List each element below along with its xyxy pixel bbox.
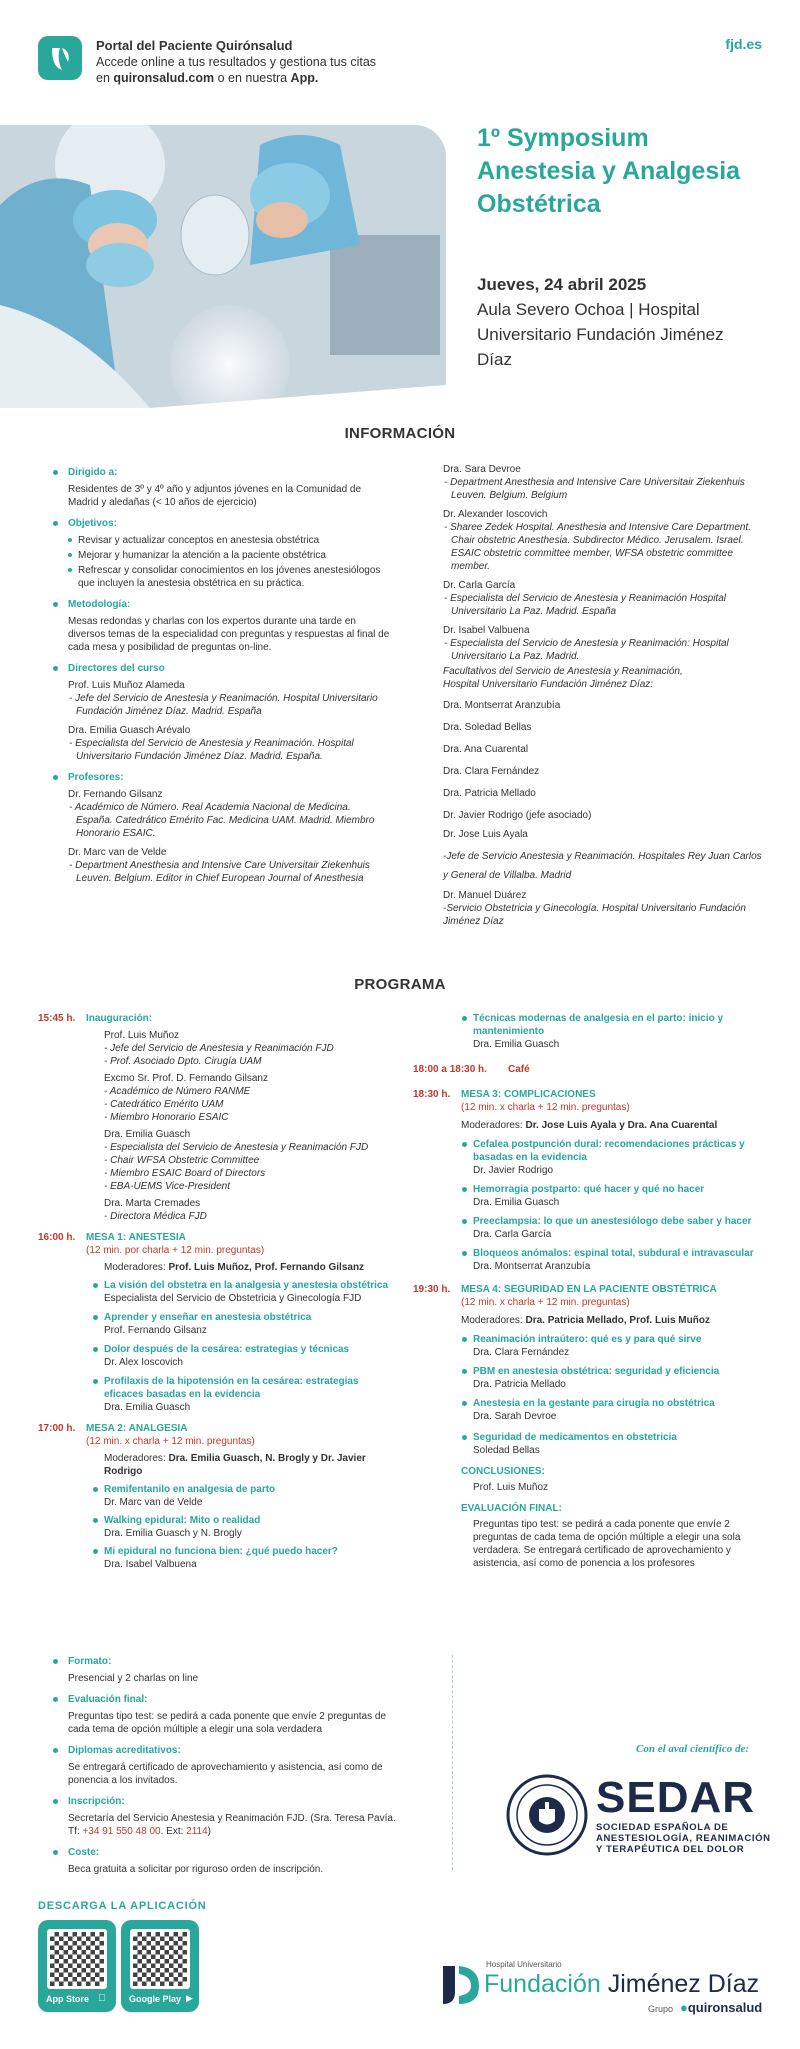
talk-title: La visión del obstetra en la analgesia y anestesia obstétrica: [104, 1279, 398, 1292]
patient-portal-banner: [96, 38, 376, 86]
title-line: 1º Symposium: [477, 124, 649, 152]
hospital-small-label: Hospital Universitario: [486, 1960, 562, 1969]
talk-speaker: Dra. Emilia Guasch: [104, 1402, 191, 1413]
talk-speaker: Dra. Emilia Guasch: [473, 1197, 560, 1208]
moderators: Dra. Patricia Mellado, Prof. Luis Muñoz: [525, 1315, 710, 1326]
dirigido-text: Residentes de 3º y 4º año y adjuntos jóvenes en la Comunidad de Madrid y aledañas (< 10 años de ejercicio): [68, 484, 362, 508]
sedar-seal-icon: [506, 1774, 588, 1856]
apple-icon: [98, 1993, 106, 2004]
session-title: MESA 1: ANESTESIA: [86, 1232, 186, 1243]
app-store-button[interactable]: [38, 1920, 116, 2012]
event-date: Jueves, 24 abril 2025: [477, 275, 647, 294]
venue-line: Aula Severo Ochoa | Hospital: [477, 300, 700, 319]
profesor-name: Dra. Sara Devroe: [443, 464, 521, 475]
moderators: Prof. Luis Muñoz, Prof. Fernando Gilsanz: [168, 1262, 365, 1273]
app-store-qr-icon: [47, 1929, 107, 1989]
profesor-name: Dr. Fernando Gilsanz: [68, 789, 163, 800]
talk-title: Cefalea postpunción dural: recomendaciones prácticas y basadas en la evidencia: [473, 1138, 768, 1164]
inscripcion-body: Secretaría del Servicio Anestesia y Reanimación FJD. (Sra. Teresa Pavía. Tf:: [68, 1813, 396, 1837]
facultativo-name: Dr. Jose Luis Ayala: [443, 829, 528, 840]
profesor-name: Dr. Carla García: [443, 580, 516, 591]
app-store-label: App Store: [46, 1994, 90, 2004]
speaker-role: - Chair WFSA Obstetric Committee: [104, 1155, 260, 1166]
talk-speaker: Prof. Fernando Gilsanz: [104, 1325, 207, 1336]
talk-title: Técnicas modernas de analgesia en el parto: inicio y mantenimiento: [473, 1012, 768, 1038]
time-label: 16:00 h.: [38, 1232, 76, 1243]
talk-title: Dolor después de la cesárea: estrategias y técnicas: [104, 1343, 398, 1356]
download-heading: DESCARGA LA APLICACIÓN: [38, 1900, 207, 1912]
google-play-label: Google Play: [129, 1994, 182, 2004]
inauguracion-block: [38, 1012, 398, 1223]
info-heading: INFORMACIÓN: [344, 425, 456, 442]
session-rules: (12 min. por charla + 12 min. preguntas): [86, 1245, 265, 1256]
session-title: MESA 4: SEGURIDAD EN LA PACIENTE OBSTÉTRICA: [461, 1284, 717, 1295]
formato-text: Presencial y 2 charlas on line: [68, 1673, 199, 1684]
portal-app: App.: [290, 71, 319, 85]
speaker-name: Excmo Sr. Prof. D. Fernando Gilsanz: [104, 1073, 268, 1084]
phone-link[interactable]: +34 91 550 48 00: [82, 1826, 161, 1837]
speaker-role: - Especialista del Servicio de Anestesia y Reanimación FJD: [104, 1142, 369, 1153]
profesor-desc: - Especialista del Servicio de Anestesia y Reanimación Hospital Universitario La Paz. Madrid. España: [444, 593, 726, 617]
talk-title: Seguridad de medicamentos en obstetricia: [473, 1431, 768, 1444]
facultativo-name: Dr. Manuel Duárez: [443, 890, 527, 901]
evaluation-heading: EVALUACIÓN FINAL:: [461, 1503, 562, 1514]
info-left-column: [68, 458, 390, 887]
talk-speaker: Dra. Emilia Guasch: [473, 1039, 560, 1050]
facultativo-desc: -Jefe de Servicio Anestesia y Reanimación. Hospitales Rey Juan Carlos y General de Villalba. Madrid: [443, 851, 762, 881]
objetivo-item: Mejorar y humanizar la atención a la paciente obstétrica: [68, 549, 390, 562]
director-desc: - Especialista del Servicio de Anestesia y Reanimación. Hospital Universitario Fundación Jiménez Díaz. Madrid. España.: [69, 738, 354, 762]
fjd-logo-icon: [435, 1958, 483, 2008]
talk-title: Preeclampsia: lo que un anestesiólogo debe saber y hacer: [473, 1215, 768, 1228]
title-line: Anestesia y Analgesia: [477, 157, 741, 185]
conclusions-speaker: Prof. Luis Muñoz: [473, 1482, 549, 1493]
time-label: 18:30 h.: [413, 1089, 451, 1100]
quiron-text: quironsalud: [687, 2000, 763, 2015]
director-desc: - Jefe del Servicio de Anestesia y Reanimación. Hospital Universitario Fundación Jiménez Díaz. Madrid. España: [69, 693, 378, 717]
mesa3-block: [413, 1088, 768, 1273]
quiron-mark-icon: ●: [680, 2000, 688, 2015]
break-label: Café: [508, 1064, 530, 1075]
sedar-line: Y TERAPÉUTICA DEL DOLOR: [596, 1844, 745, 1855]
speaker-role: - Prof. Asociado Dpto. Cirugía UAM: [104, 1056, 262, 1067]
talk-speaker: Dra. Montserrat Aranzubía: [473, 1261, 591, 1272]
facultativo-name: Dra. Montserrat Aranzubía: [443, 700, 561, 711]
talk-title: PBM en anestesia obstétrica: seguridad y eficiencia: [473, 1365, 768, 1378]
fjd-name-b: Jiménez Díaz: [607, 1970, 760, 1998]
talk-title: Walking epidural: Mito o realidad: [104, 1514, 398, 1527]
google-play-button[interactable]: [121, 1920, 199, 2012]
directores-heading: Directores del curso: [68, 662, 390, 675]
dirigido-heading: Dirigido a:: [68, 466, 390, 479]
info-right-column: [443, 463, 765, 928]
profesor-desc: - Académico de Número. Real Academia Nacional de Medicina. España. Catedrático Emérito Fac. Medicina UAM. Madrid. Miembro Honorario ESAIC.: [69, 802, 375, 839]
talk-speaker: Especialista del Servicio de Obstetricia y Ginecología FJD: [104, 1293, 362, 1304]
fjd-name-a: Fundación: [484, 1970, 608, 1998]
sedar-full-name: [596, 1822, 771, 1855]
fjd-logo-text: [484, 1969, 759, 1999]
facultativo-name: Dra. Clara Fernández: [443, 766, 540, 777]
quironsalud-logo-text: [680, 2000, 762, 2015]
portal-text: o en nuestra: [214, 71, 291, 85]
director-name: Dra. Emilia Guasch Arévalo: [68, 725, 191, 736]
conclusions-heading: CONCLUSIONES:: [461, 1466, 545, 1477]
sedar-line: SOCIEDAD ESPAÑOLA DE: [596, 1822, 729, 1833]
objetivos-heading: Objetivos:: [68, 517, 390, 530]
metodologia-text: Mesas redondas y charlas con los expertos durante una tarde en diversos temas de la especialidad con preguntas y respuestas al final de cada mesa y posibilidad de preguntas on-line.: [68, 616, 390, 653]
session-rules: (12 min. x charla + 12 min. preguntas): [461, 1102, 630, 1113]
speaker-name: Dra. Marta Cremades: [104, 1198, 201, 1209]
talk-title: Remifentanilo en analgesia de parto: [104, 1483, 398, 1496]
coste-text: Beca gratuita a solicitar por riguroso orden de inscripción.: [68, 1864, 324, 1875]
moderators: Dra. Emilia Guasch, N. Brogly y Dr. Javier Rodrigo: [104, 1453, 366, 1477]
facultativos-line: Facultativos del Servicio de Anestesia y Reanimación,: [443, 666, 683, 677]
profesor-desc: - Especialista del Servicio de Anestesia y Reanimación: Hospital Universitario La Paz. Madrid.: [444, 638, 729, 662]
sedar-logo-text: SEDAR: [596, 1773, 756, 1822]
speaker-role: - Catedrático Emérito UAM: [104, 1099, 224, 1110]
metodologia-heading: Metodología:: [68, 598, 390, 611]
facultativo-name: Dra. Ana Cuarental: [443, 744, 529, 755]
portal-text: en: [96, 71, 114, 85]
profesor-desc: - Sharee Zedek Hospital. Anesthesia and Intensive Care Department. Chair obstetric Anesthesia. Subdirector Médico. Jerusalem. Israel. ESAIC obstetric committee member, WFSA obstetric committee member.: [444, 522, 752, 572]
site-link[interactable]: fjd.es: [725, 36, 762, 52]
facultativo-name: Dra. Patricia Mellado: [443, 788, 536, 799]
portal-link[interactable]: quironsalud.com: [113, 71, 215, 85]
talk-title: Profilaxis de la hipotensión en la cesárea: estrategias eficaces basadas en la evidencia: [104, 1375, 398, 1401]
diplomas-heading: Diplomas acreditativos:: [68, 1744, 404, 1757]
speaker-role: - EBA-UEMS Vice-President: [104, 1181, 230, 1192]
profesor-desc: - Department Anesthesia and Intensive Care Universitair Ziekenhuis Leuven. Belgium. Editor in Chief European Journal of Anesthesia: [69, 860, 370, 884]
moderators: Dr. Jose Luis Ayala y Dra. Ana Cuarental: [525, 1120, 718, 1131]
talk-speaker: Dra. Clara Fernández: [473, 1347, 570, 1358]
speaker-name: Dra. Emilia Guasch: [104, 1129, 191, 1140]
session-rules: (12 min. x charla + 12 min. preguntas): [461, 1297, 630, 1308]
evaluacion-heading: Evaluación final:: [68, 1693, 404, 1706]
talk-speaker: Dra. Carla García: [473, 1229, 552, 1240]
moderators-label: Moderadores:: [104, 1262, 169, 1273]
director-name: Prof. Luis Muñoz Alameda: [68, 680, 185, 691]
ext-label: . Ext:: [160, 1826, 187, 1837]
moderators-label: Moderadores:: [461, 1120, 526, 1131]
title-line: Obstétrica: [477, 190, 601, 218]
speaker-name: Prof. Luis Muñoz: [104, 1030, 180, 1041]
close-paren: ): [207, 1826, 212, 1837]
footer-divider: [452, 1655, 453, 1870]
hero-image: [0, 125, 446, 408]
inscripcion-heading: Inscripción:: [68, 1795, 404, 1808]
objetivo-item: Revisar y actualizar conceptos en anestesia obstétrica: [68, 534, 390, 547]
program-heading: PROGRAMA: [354, 976, 446, 993]
facultativo-desc: -Servicio Obstetricia y Ginecología. Hospital Universitario Fundación Jiménez Díaz: [443, 903, 746, 927]
session-title: Inauguración:: [86, 1013, 153, 1024]
ext-number: 2114: [186, 1826, 208, 1837]
facultativos-line: Hospital Universitario Fundación Jiménez Díaz:: [443, 679, 654, 690]
time-label: 19:30 h.: [413, 1284, 451, 1295]
facultativo-name: Dr. Javier Rodrigo (jefe asociado): [443, 810, 592, 821]
formato-heading: Formato:: [68, 1655, 404, 1668]
talk-title: Reanimación intraútero: qué es y para qué sirve: [473, 1333, 768, 1346]
google-play-qr-icon: [130, 1929, 190, 1989]
quironsalud-logo-icon: [38, 36, 82, 80]
talk-title: Mi epidural no funciona bien: ¿qué puedo hacer?: [104, 1545, 398, 1558]
speaker-role: - Miembro Honorario ESAIC: [104, 1112, 229, 1123]
sedar-line: ANESTESIOLOGÍA, REANIMACIÓN: [596, 1833, 771, 1844]
profesor-desc: - Department Anesthesia and Intensive Care Universitair Ziekenhuis Leuven. Belgium. Belgium: [444, 477, 745, 501]
portal-title: Portal del Paciente Quirónsalud: [96, 38, 293, 53]
talk-title: Hemorragia postparto: qué hacer y qué no hacer: [473, 1183, 768, 1196]
portal-line: Accede online a tus resultados y gestiona tus citas: [96, 55, 377, 69]
talk-speaker: Dr. Alex Ioscovich: [104, 1357, 183, 1368]
talk-speaker: Dr. Marc van de Velde: [104, 1497, 203, 1508]
venue-line: Universitario Fundación Jiménez: [477, 325, 724, 344]
time-label: 18:00 a 18:30 h.: [413, 1064, 487, 1075]
profesor-name: Dr. Isabel Valbuena: [443, 625, 530, 636]
mesa2-block: [38, 1422, 398, 1571]
inscripcion-text: [68, 1812, 404, 1838]
aval-label: Con el aval científico de:: [636, 1743, 750, 1755]
cafe-block: [413, 1063, 768, 1076]
event-title: [477, 122, 777, 221]
grupo-label: Grupo: [648, 2004, 674, 2014]
evaluacion-text: Preguntas tipo test: se pedirá a cada ponente que envíe 2 preguntas de cada tema de opción múltiple a elegir una sola verdadera: [68, 1711, 387, 1735]
talk-speaker: Dra. Patricia Mellado: [473, 1379, 566, 1390]
time-label: 17:00 h.: [38, 1423, 76, 1434]
talk-speaker: Dra. Emilia Guasch y N. Brogly: [104, 1528, 242, 1539]
objetivo-item: Refrescar y consolidar conocimientos en los jóvenes anestesiólogos que incluyen la anestesia obstétrica en su práctica.: [68, 564, 390, 590]
mesa4-block: [413, 1283, 768, 1570]
profesor-name: Dr. Marc van de Velde: [68, 847, 167, 858]
moderators-label: Moderadores:: [461, 1315, 526, 1326]
session-title: MESA 2: ANALGESIA: [86, 1423, 188, 1434]
speaker-role: - Directora Médica FJD: [104, 1211, 207, 1222]
profesor-name: Dr. Alexander Ioscovich: [443, 509, 548, 520]
speaker-role: - Académico de Número RANME: [104, 1086, 251, 1097]
speaker-role: - Jefe del Servicio de Anestesia y Reanimación FJD: [104, 1043, 334, 1054]
program-right-column: [413, 1012, 768, 1570]
speaker-role: - Miembro ESAIC Board of Directors: [104, 1168, 266, 1179]
session-title: MESA 3: COMPLICACIONES: [461, 1089, 596, 1100]
talk-speaker: Dra. Isabel Valbuena: [104, 1559, 197, 1570]
time-label: 15:45 h.: [38, 1013, 76, 1024]
evaluation-text: Preguntas tipo test: se pedirá a cada ponente que envíe 2 preguntas de cada tema de opción múltiple a elegir una sola verdadera. Se entregará certificado de aprovechamiento y asistencia, así como de ponencia a los profesores: [473, 1519, 741, 1569]
program-left-column: [38, 1012, 398, 1571]
talk-speaker: Soledad Bellas: [473, 1445, 540, 1456]
footer-info: [68, 1655, 404, 1876]
diplomas-text: Se entregará certificado de aprovechamiento y asistencia, así como de ponencia a los invitados.: [68, 1762, 383, 1786]
talk-title: Anestesia en la gestante para cirugía no obstétrica: [473, 1397, 768, 1410]
profesores-heading: Profesores:: [68, 771, 390, 784]
play-icon: ▶: [186, 1993, 193, 2003]
coste-heading: Coste:: [68, 1846, 404, 1859]
mesa1-block: [38, 1231, 398, 1414]
talk-title: Bloqueos anómalos: espinal total, subdural e intravascular: [473, 1247, 768, 1260]
event-date-venue: [477, 272, 777, 372]
session-rules: (12 min. x charla + 12 min. preguntas): [86, 1436, 255, 1447]
moderators-label: Moderadores:: [104, 1453, 169, 1464]
talk-title: Aprender y enseñar en anestesia obstétrica: [104, 1311, 398, 1324]
venue-line: Díaz: [477, 350, 512, 369]
talk-speaker: Dra. Sarah Devroe: [473, 1411, 557, 1422]
facultativo-name: Dra. Soledad Bellas: [443, 722, 532, 733]
talk-speaker: Dr. Javier Rodrigo: [473, 1165, 554, 1176]
